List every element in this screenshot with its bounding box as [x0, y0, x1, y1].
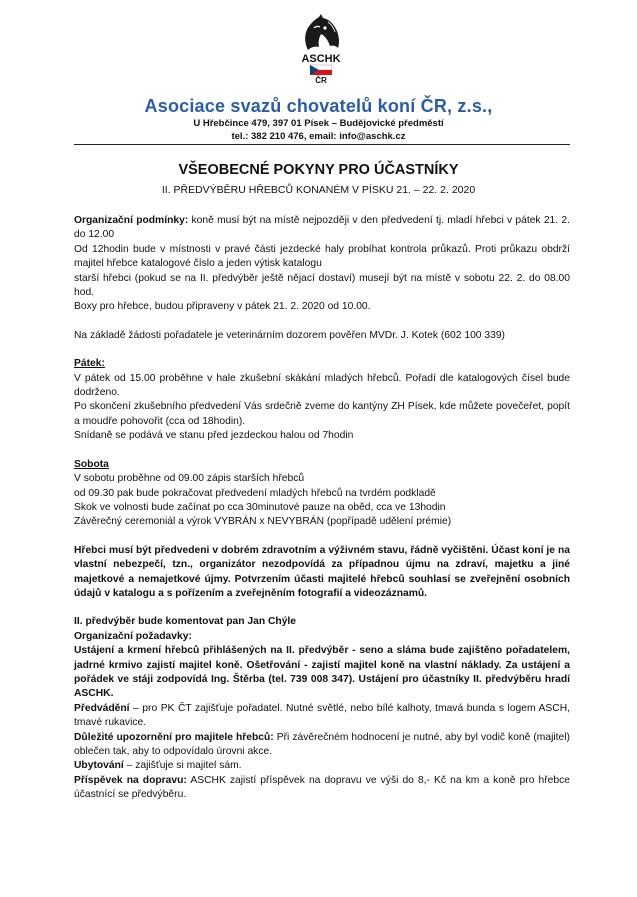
presentation-label: Předvádění [74, 702, 130, 714]
organization-name: Asociace svazů chovatelů koní ČR, z.s., [144, 96, 493, 116]
housing-paragraph: Ustájení a krmení hřebců přihlášených na II. předvýběr - seno a sláma bude zajištěno pořadatelem, jadrné krmivo zajistí majitel koně. Ošetřování - zajistí majitel koně na vlastní náklady. Za ustájení a pořádek ve stáji zodpovídá Ing. Štěrba (tel. 739 008 347). Ustájení pro účastníky II. předvýběru hradí ASCHK. [74, 645, 570, 700]
requirements-heading: Organizační požadavky: [74, 630, 192, 642]
saturday-heading: Sobota [74, 458, 109, 470]
aschk-logo [294, 14, 348, 84]
conditions-label: Organizační podmínky: [74, 215, 189, 226]
contact-line: tel.: 382 210 476, email: info@aschk.cz [231, 131, 406, 142]
commentator-line: II. předvýběr bude komentovat pan Jan Chýle [74, 616, 297, 628]
conditions-text-4: Boxy pro hřebce, budou připraveny v pátek 21. 2. 2020 od 10.00. [74, 301, 371, 313]
header-divider [74, 144, 570, 145]
presentation-text: – pro PK ČT zajišťuje pořadatel. Nutné světlé, nebo bílé kalhoty, tmavá bunda s logem ASCH, tmavé rukavice. [74, 702, 570, 729]
logo-text: ASCHK [301, 53, 341, 65]
conditions-text-2: Od 12hodin bude v místnosti v pravé části jezdecké haly probíhat kontrola průkazů. Proti průkazu obdrží majitel hřebce katalogové číslo a jeden výtisk katalogu [74, 243, 570, 270]
saturday-line: od 09.30 pak bude pokračovat předvedení mladých hřebců na tvrdém podkladě [74, 487, 436, 499]
lodging-label: Ubytování [74, 760, 124, 772]
important-label: Důležité upozornění pro majitele hřebců: [74, 731, 274, 743]
health-notice: Hřebci musí být předvedeni v dobrém zdravotním a výživném stavu, řádně vyčištěni. Účast koní je na vlastní nebezpečí, tzn., organizátor nezodpovídá za případnou újmu na zdraví, majetku a jiné majetkové a nemajetkové újmy. Potvrzením účasti majitelé hřebců souhlasí se zveřejnění osobních údajů v katalogu a s pořízením a zveřejněním fotografií a videozáznamů. [74, 544, 570, 599]
friday-heading: Pátek: [74, 358, 105, 370]
address-line: U Hřebčince 479, 397 01 Písek – Budějovické předměstí [193, 118, 444, 129]
transport-label: Příspěvek na dopravu: [74, 774, 187, 786]
conditions-text: koně musí být na místě nejpozději v den předvedení tj. mladí hřebci v pátek 21. 2. do 12.00 [74, 215, 570, 241]
important-text: Při závěrečném hodnocení je nutné, aby byl vodič koně (majitel) oblečen tak, aby to odpovídalo úrovni akce. [74, 731, 570, 757]
lodging-paragraph [74, 759, 570, 773]
saturday-line: Skok ve volnosti bude začínat po cca 30minutové pauze na oběd, cca ve 13hodin [74, 501, 446, 513]
logo-country: ČR [315, 76, 327, 84]
transport-paragraph [74, 774, 570, 803]
saturday-line: V sobotu proběhne od 09.00 zápis starších hřebců [74, 473, 305, 485]
document-body [74, 214, 570, 803]
important-paragraph [74, 731, 570, 760]
transport-text: ASCHK zajistí příspěvek na dopravu ve výši do 8,- Kč na km a koně pro hřebce účastnící se předvýběru. [74, 774, 570, 801]
vet-paragraph: Na základě žádosti pořadatele je veterinárním dozorem pověřen MVDr. J. Kotek (602 100 339) [74, 329, 505, 341]
conditions-text-3: starší hřebci (pokud se na II. předvýběr ještě nějací dostaví) musejí být na místě v sobotu 22. 2. do 08.00 hod. [74, 272, 570, 299]
saturday-line: Závěrečný ceremoniál a výrok VYBRÁN x NEVYBRÁN (popřípadě udělení prémie) [74, 516, 452, 528]
friday-line: Po skončení zkušebního předvedení Vás srdečně zveme do kantýny ZH Písek, kde můžete povečeřet, popít a moudře pohovořit (cca od 18hodin). [74, 401, 570, 427]
friday-line: V pátek od 15.00 proběhne v hale zkušební skákání mladých hřebců. Pořadí dle katalogových čísel bude dodrženo. [74, 372, 570, 399]
document-title: VŠEOBECNÉ POKYNY PRO ÚČASTNÍKY [178, 162, 459, 178]
lodging-text: – zajišťuje si majitel sám. [123, 760, 242, 772]
friday-line: Snídaně se podává ve stanu před jezdeckou halou od 7hodin [74, 430, 354, 442]
presentation-paragraph [74, 702, 570, 731]
conditions-paragraph [74, 214, 570, 243]
document-subtitle: II. PŘEDVÝBĚRU HŘEBCŮ KONANÉM V PÍSKU 21. – 22. 2. 2020 [161, 184, 476, 196]
